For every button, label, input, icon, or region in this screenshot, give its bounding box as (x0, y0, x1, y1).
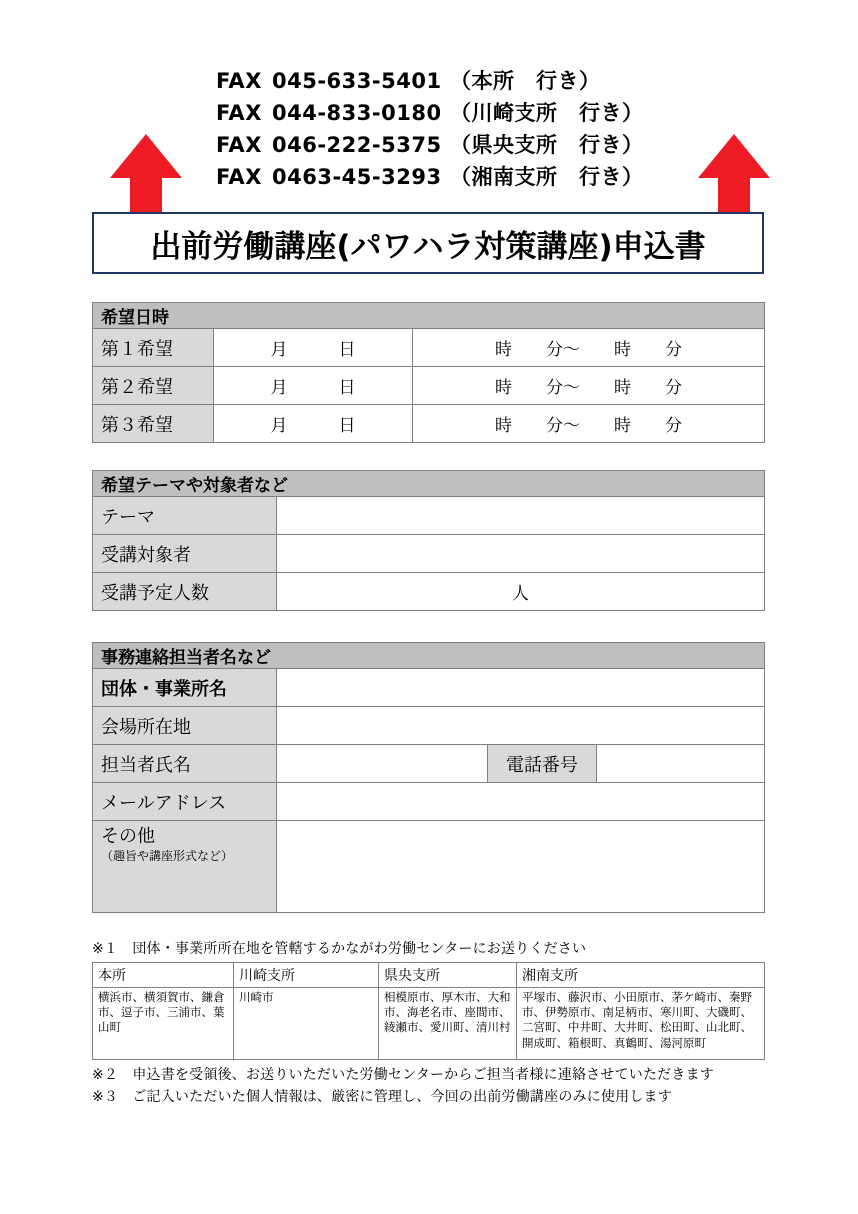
schedule-row-label-1: 第１希望 (93, 329, 214, 367)
fax-label: FAX (216, 101, 262, 125)
email-input-field[interactable] (277, 783, 765, 821)
table-row (93, 707, 765, 745)
schedule-row-label-3: 第３希望 (93, 405, 214, 443)
other-label-main: その他 (101, 826, 155, 847)
office-header-kawasaki: 川崎支所 (234, 963, 379, 988)
fax-label: FAX (216, 133, 262, 157)
schedule-date-field-2[interactable]: 月 日 (214, 367, 413, 405)
fax-line (216, 129, 686, 161)
office-header-honsho: 本所 (93, 963, 234, 988)
office-area-kawasaki: 川崎市 (234, 988, 379, 1060)
table-row (93, 669, 765, 707)
form-title-box (92, 212, 764, 274)
schedule-row-label-2: 第２希望 (93, 367, 214, 405)
table-row (93, 745, 765, 783)
fax-number: 046-222-5375 (272, 133, 442, 157)
fax-number: 044-833-0180 (272, 101, 442, 125)
fax-destination: （本所 行き） (450, 69, 601, 93)
target-audience-input-field[interactable] (277, 535, 765, 573)
table-row (93, 367, 765, 405)
table-header-row (93, 303, 765, 329)
fax-label: FAX (216, 69, 262, 93)
other-label (93, 821, 277, 913)
note-3: ※３ ご記入いただいた個人情報は、厳密に管理し、今回の出前労働講座のみに使用します (92, 1089, 672, 1105)
organization-label: 団体・事業所名 (93, 669, 277, 707)
schedule-header: 希望日時 (93, 303, 765, 329)
table-row (93, 988, 765, 1060)
fax-line (216, 65, 686, 97)
table-header-row (93, 643, 765, 669)
attendee-count-input-field[interactable]: 人 (277, 573, 765, 611)
note-1: ※１ 団体・事業所所在地を管轄するかながわ労働センターにお送りください (92, 941, 587, 957)
venue-address-input-field[interactable] (277, 707, 765, 745)
person-name-input-field[interactable] (277, 745, 488, 783)
table-row (93, 535, 765, 573)
schedule-time-field-3[interactable]: 時 分～ 時 分 (413, 405, 765, 443)
fax-destination: （県央支所 行き） (450, 133, 644, 157)
page-title: 出前労働講座(パワハラ対策講座)申込書 (150, 228, 706, 265)
table-row (93, 783, 765, 821)
office-header-shonan: 湘南支所 (517, 963, 765, 988)
fax-header-block (88, 60, 778, 205)
fax-destination: （湘南支所 行き） (450, 165, 644, 189)
table-row (93, 329, 765, 367)
table-header-row (93, 471, 765, 497)
fax-number: 045-633-5401 (272, 69, 442, 93)
note-2: ※２ 申込書を受領後、お送りいただいた労働センターからご担当者様に連絡させていただきます (92, 1067, 714, 1083)
other-label-sub: （趣旨や講座形式など） (101, 848, 234, 863)
contact-table (92, 642, 765, 913)
office-area-honsho: 横浜市、横須賀市、鎌倉市、逗子市、三浦市、葉山町 (93, 988, 234, 1060)
person-name-label: 担当者氏名 (93, 745, 277, 783)
schedule-date-field-3[interactable]: 月 日 (214, 405, 413, 443)
fax-label: FAX (216, 165, 262, 189)
office-area-shonan: 平塚市、藤沢市、小田原市、茅ケ崎市、秦野市、伊勢原市、南足柄市、寒川町、大磯町、二宮町、中井町、大井町、松田町、山北町、開成町、箱根町、真鶴町、湯河原町 (517, 988, 765, 1060)
office-header-kenou: 県央支所 (379, 963, 517, 988)
fax-line (216, 161, 686, 193)
contact-header: 事務連絡担当者名など (93, 643, 765, 669)
offices-table (92, 962, 765, 1060)
office-area-kenou: 相模原市、厚木市、大和市、海老名市、座間市、綾瀬市、愛川町、清川村 (379, 988, 517, 1060)
theme-label: テーマ (93, 497, 277, 535)
table-row (93, 405, 765, 443)
fax-destination: （川崎支所 行き） (450, 101, 644, 125)
table-row (93, 573, 765, 611)
phone-number-label: 電話番号 (488, 745, 597, 783)
table-row (93, 497, 765, 535)
venue-address-label: 会場所在地 (93, 707, 277, 745)
table-row (93, 821, 765, 913)
other-input-field[interactable] (277, 821, 765, 913)
email-label: メールアドレス (93, 783, 277, 821)
table-header-row (93, 963, 765, 988)
theme-input-field[interactable] (277, 497, 765, 535)
theme-header: 希望テーマや対象者など (93, 471, 765, 497)
fax-line (216, 97, 686, 129)
fax-number-list (216, 65, 686, 193)
schedule-time-field-2[interactable]: 時 分～ 時 分 (413, 367, 765, 405)
target-audience-label: 受講対象者 (93, 535, 277, 573)
phone-number-input-field[interactable] (597, 745, 765, 783)
schedule-time-field-1[interactable]: 時 分～ 時 分 (413, 329, 765, 367)
schedule-table (92, 302, 765, 443)
theme-table (92, 470, 765, 611)
attendee-count-label: 受講予定人数 (93, 573, 277, 611)
organization-input-field[interactable] (277, 669, 765, 707)
schedule-date-field-1[interactable]: 月 日 (214, 329, 413, 367)
fax-number: 0463-45-3293 (272, 165, 442, 189)
